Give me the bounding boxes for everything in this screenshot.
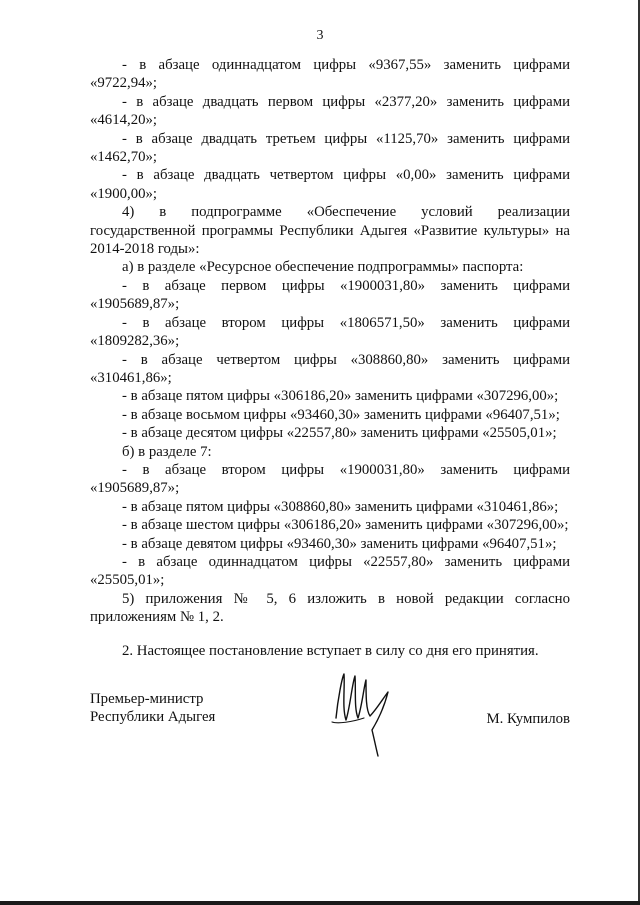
paragraph: б) в разделе 7:	[122, 443, 212, 460]
paragraph: - в абзаце втором цифры «1806571,50» заменить цифрами «1809282,36»;	[90, 314, 570, 350]
paragraph: - в абзаце пятом цифры «308860,80» заменить цифрами «310461,86»;	[122, 498, 559, 515]
paragraph-effective-date: 2. Настоящее постановление вступает в силу со дня его принятия.	[122, 642, 539, 659]
paragraph: - в абзаце девятом цифры «93460,30» заменить цифрами «96407,51»;	[122, 535, 557, 552]
paragraph: - в абзаце одиннадцатом цифры «22557,80» заменить цифрами «25505,01»;	[90, 553, 570, 589]
scan-edge	[0, 901, 640, 905]
handwritten-signature	[328, 668, 408, 758]
signer-name: М. Кумпилов	[486, 711, 570, 727]
page-number: 3	[316, 28, 324, 43]
paragraph: - в абзаце восьмом цифры «93460,30» заменить цифрами «96407,51»;	[122, 406, 560, 423]
signer-title-line2: Республики Адыгея	[90, 709, 216, 726]
signer-title-line1: Премьер-министр	[90, 691, 204, 707]
paragraph: - в абзаце первом цифры «1900031,80» заменить цифрами «1905689,87»;	[90, 277, 570, 313]
paragraph: а) в разделе «Ресурсное обеспечение подпрограммы» паспорта:	[122, 259, 524, 276]
paragraph: - в абзаце пятом цифры «306186,20» заменить цифрами «307296,00»;	[122, 388, 559, 405]
document-body	[90, 56, 570, 660]
paragraph: - в абзаце двадцать первом цифры «2377,20» заменить цифрами «4614,20»;	[90, 93, 570, 129]
signer-title	[90, 690, 215, 727]
signature-block	[90, 688, 570, 768]
paragraph: - в абзаце двадцать третьем цифры «1125,70» заменить цифрами «1462,70»;	[90, 130, 570, 166]
paragraph: - в абзаце шестом цифры «306186,20» заменить цифрами «307296,00»;	[122, 517, 569, 534]
paragraph: - в абзаце четвертом цифры «308860,80» заменить цифрами «310461,86»;	[90, 351, 570, 386]
paragraph: 5) приложения № 5, 6 изложить в новой редакции согласно приложениям № 1, 2.	[90, 590, 570, 626]
paragraph: - в абзаце втором цифры «1900031,80» заменить цифрами «1905689,87»;	[90, 461, 570, 497]
paragraph: - в абзаце двадцать четвертом цифры «0,00» заменить цифрами «1900,00»;	[90, 167, 570, 202]
paragraph: 4) в подпрограмме «Обеспечение условий реализации государственной программы Республики Адыгея «Развитие культуры» на 2014-2018 годы»:	[90, 204, 570, 258]
paragraph: - в абзаце десятом цифры «22557,80» заменить цифрами «25505,01»;	[122, 425, 557, 442]
paragraph: - в абзаце одиннадцатом цифры «9367,55» заменить цифрами «9722,94»;	[90, 57, 570, 92]
